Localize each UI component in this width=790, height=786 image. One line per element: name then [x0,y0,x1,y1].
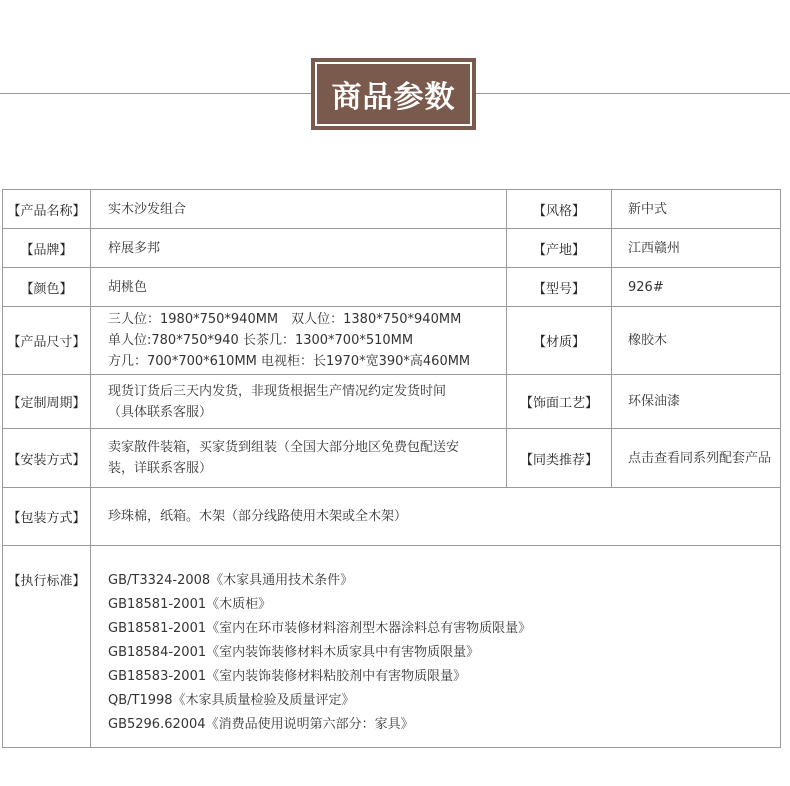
label-install: 【安装方式】 [3,429,91,488]
label-finish: 【饰面工艺】 [507,375,612,429]
label-cycle: 【定制周期】 [3,375,91,429]
label-standard: 【执行标准】 [3,546,91,748]
label-origin: 【产地】 [507,229,612,268]
size-line-2: 单人位:780*750*940 长茶几：1300*700*510MM [108,333,414,348]
spec-row-standard [3,546,781,748]
value-style: 新中式 [612,190,781,229]
section-title-badge [311,58,476,130]
standard-list [91,546,780,737]
standard-item: QB/T1998《木家具质量检验及质量评定》 [108,693,355,708]
spec-row-brand [3,229,781,268]
value-size [91,307,507,375]
spec-row-size [3,307,781,375]
label-color: 【颜色】 [3,268,91,307]
spec-row-install [3,429,781,488]
label-recommend: 【同类推荐】 [507,429,612,488]
value-model: 926# [612,268,781,307]
size-line-3: 方几：700*700*610MM 电视柜：长1970*宽390*高460MM [108,354,471,369]
standard-item: GB18581-2001《木质柜》 [108,597,272,612]
standard-item: GB/T3324-2008《木家具通用技术条件》 [108,573,354,588]
label-style: 【风格】 [507,190,612,229]
label-product-name: 【产品名称】 [3,190,91,229]
label-package: 【包装方式】 [3,488,91,546]
section-title: 商品参数 [315,62,472,126]
value-origin: 江西赣州 [612,229,781,268]
label-material: 【材质】 [507,307,612,375]
standard-item: GB18581-2001《室内在环市装修材料溶剂型木器涂料总有害物质限量》 [108,621,532,636]
standard-item: GB5296.62004《消费品使用说明第六部分：家具》 [108,717,414,732]
label-brand: 【品牌】 [3,229,91,268]
spec-row-name [3,190,781,229]
spec-table [2,189,781,748]
value-color: 胡桃色 [91,268,507,307]
spec-row-package [3,488,781,546]
spec-row-color [3,268,781,307]
value-install-text: 卖家散件装箱，买家货到组装（全国大部分地区免费包配送安装，详联系客服） [108,440,460,476]
recommend-link[interactable]: 点击查看同系列配套产品 [612,429,781,488]
value-cycle [91,375,507,429]
label-model: 【型号】 [507,268,612,307]
value-finish: 环保油漆 [612,375,781,429]
standard-item: GB18584-2001《室内装饰装修材料木质家具中有害物质限量》 [108,645,480,660]
value-material: 橡胶木 [612,307,781,375]
value-package: 珍珠棉，纸箱。木架（部分线路使用木架或全木架） [91,488,781,546]
value-cycle-text: 现货订货后三天内发货，非现货根据生产情况约定发货时间（具体联系客服） [108,383,447,420]
size-line-1: 三人位：1980*750*940MM 双人位：1380*750*940MM [108,312,462,327]
value-install [91,429,507,488]
label-size: 【产品尺寸】 [3,307,91,375]
standard-item: GB18583-2001《室内装饰装修材料粘胶剂中有害物质限量》 [108,669,467,684]
value-standard [91,546,781,748]
value-brand: 梓展多邦 [91,229,507,268]
value-product-name: 实木沙发组合 [91,190,507,229]
spec-row-cycle [3,375,781,429]
